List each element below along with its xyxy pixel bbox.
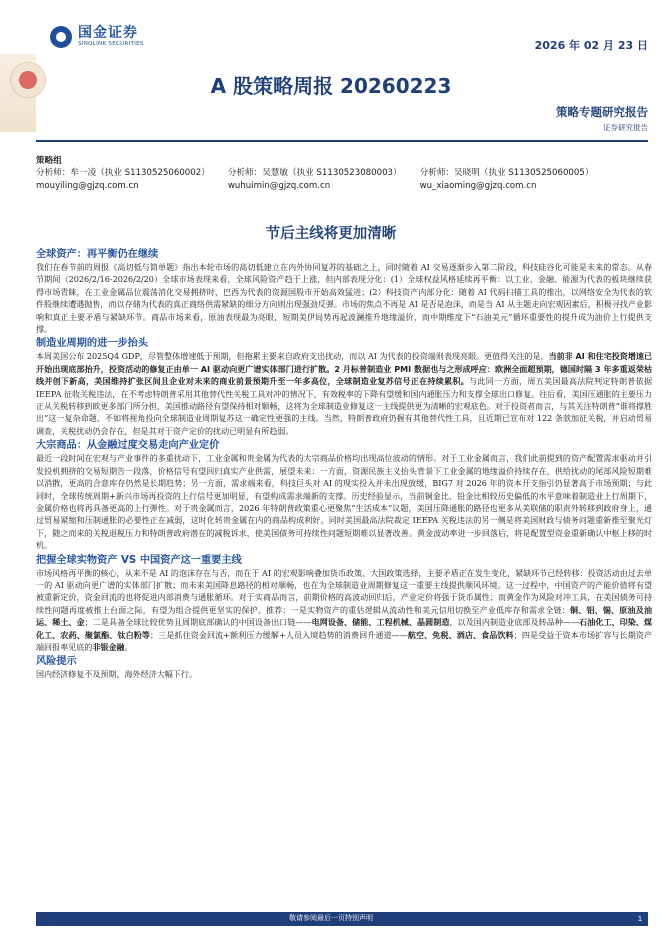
text-run: ；二是具备全球比较优势且周期底部确认的中国设备出口链—— [84, 618, 312, 628]
article-body [36, 247, 652, 682]
text-run: 市场风格再平衡的核心，从来不是 AI 的泡沫存在与否，而在于 AI 的宏观影响叠加货币政策、大国政策选择，主要矛盾正在发生变化，紧缺环节已经转移：投资活动由过去单一的 AI 驱动向更广谱的实体部门扩散；而未来美国降息路径的相对顺畅，也在为全球制造业周期修复这一重要主线提供顺风环境。这一过程中，中国资产的产能价值将有望被重新定价，资金回流的也将促进内部消费与通胀循环。对于实商品而言，前期价格的高波动回归后，产业定价将强于货币属性；而黄金作为风险对冲工具，在美国债务可持续性问题再度被推上台面之际，有望为组合提供更坚实的保护。推荐：一是实物资产的重估逻辑从流动性和美元信用切换至产业低库存和需求全链： [36, 568, 652, 615]
section-paragraph [36, 453, 652, 552]
report-header [0, 0, 662, 132]
footer-disclaimer: 敬请参阅最后一页特别声明 [289, 914, 373, 922]
section-heading: 全球资产：再平衡仍在继续 [36, 249, 159, 260]
logo-en: SINOLINK SECURITIES [78, 41, 144, 47]
section-heading: 把握全球实物资产 VS 中国资产这一重要主线 [36, 554, 242, 566]
text-run: ；三是抓住资金回流+额利压力缓解+人员入境趋势的消费回升通道—— [150, 630, 408, 640]
analyst-email[interactable]: wuhuimin@gjzq.com.cn [227, 181, 331, 191]
bold-text: 非银金融 [92, 642, 125, 652]
report-date: 2026 年 02 月 23 日 [534, 39, 648, 52]
text-run: 我们在春节前的周报《高切低与简单题》指出本轮市场的高切低建立在内外协同复苏的基础之上，同时随着 AI 交易逐渐步入第二阶段，科技硅谷化可能是未来的常态。从春节期间（2026/2/16-2026/2/20）全球市场表现来看，全球风险资产趋于上涨，但内部表现分化：(1）全球权益风格延续再平衡：以工业、金融、能源为代表的板块继续获得市场青睐，在工业金属品位震荡消化交易拥挤时，巴西为代表的资源国股市开始高效猛进；(2）科技资产内部分化：随着 AI 代码扫描工具的推出，以网络安全为代表的软件股继续遭遇抛售，而以存储为代表的真正商络供需紧缺的细分方向则出现强劲反弹。市场的焦点不再是 AI 是否是泡沫，而是当 AI 从主题走向宏观因素后，积极寻找产业影响和真正主要矛盾与紧缺环节。商品市场来看，原油表现最为亮眼，短期美伊局势再起波澜推升地缘溢价，而中期维度下“石油美元”循环重要性的提升成为油价上行提供支撑。 [36, 263, 652, 335]
analyst-email[interactable]: wu_xiaoming@gjzq.com.cn [419, 181, 537, 191]
header-rule [36, 140, 648, 142]
page-number: 1 [632, 912, 648, 926]
analyst-name: 分析师：吴慧敏（执业 S1130523080003） [227, 168, 402, 178]
logo-icon [50, 26, 72, 48]
text-run: 国内经济修复不及预期，海外经济大幅下行。 [36, 670, 197, 680]
text-run: 与此同一方面，周五美国最高法院判定特朗普依据 IEEPA 征收关税违法，在不考虑特朗普采用其他替代性关税工具对冲的情况下，有效税率的下降有望缓和国内通胀压力和支撑全球出口修复。往后看，美国压通胀的主要压力正从关税转移到欧更多部门所分担，美国推动路径有望保持相对顺畅，这将为全球制造业修复这一主线提供更为清晰的宏观底色。对于投资者而言，与其关注特朗普“谁将撑胜出”这一复杂命题，不如将视角投向全球制造业周期复苏这一确定性更强的主线。当然，特朗普政府仍握有其他替代性工具，且近期已宣布对 122 条款加征关税，并启动贸易调查，关税扰动仍会存在，但是其对于资产定价的扰动已明显有所趋弱。 [36, 377, 652, 436]
bold-text: 铜、铝、锡、原油及油运、稀土、金 [36, 605, 653, 628]
section-paragraph [36, 568, 652, 655]
bold-text: 电网设备、储能、工程机械、晶圆制造 [311, 618, 450, 628]
section-heading: 制造业周期的进一步抬头 [36, 338, 149, 350]
text-run: ，以及国内制造业底部及转品种—— [449, 618, 580, 628]
report-subtype: 证券研究报告 [603, 123, 648, 132]
text-run: 本周美国公布 2025Q4 GDP，尽管整体增速低于预期，但拖累主要来自政府支出扰动，而以 AI 为代表的投资端则表现亮眼。更值得关注的是， [36, 352, 549, 362]
text-run: 。 [124, 642, 133, 652]
analyst-3 [420, 167, 594, 193]
bold-text: 当前非 AI 和住宅投资增速已开始出现底部抬升，投资活动的修复正由单一 AI 驱动向更广谱实体部门进行扩散。2 月标普制造业 PMI 数据也与之形成呼应：欧洲全面超预期，德国时隔 3 年多重返荣枯线并创下新高，美国维持扩张区间且企业对未来的商业前景预期升至一年多高位，全球制造业复苏信号正在持续累积。 [36, 352, 652, 387]
text-run: ；四是受益于资本市场扩容与长期资产端回报率见底的 [36, 630, 653, 652]
section-paragraph [36, 262, 652, 336]
article-title: 节后主线将更加清晰 [265, 226, 397, 242]
analyst-group-label: 策略组 [36, 156, 62, 166]
text-run: 最近一段时间在宏观与产业事件的多重扰动下，工业金属和贵金属为代表的大宗商品价格均出现高位波动的情形。对于工业金属而言，我们此前提到的资产配置需求驱动并引发投机拥挤的交易短期告一段落，价格信号有望回归真实产业供需，展望未来：一方面，资源民族主义抬头背景下工业金属的地缘溢价持续存在，供给扰动的尾部风险短期难以消散，更高的合意库存仍然是长期趋势；另一方面，需求端来看，科技巨头对 AI 的现实投入并未出现放缓，BIG7 对 2026 年的资本开支指引仍显著高于市场预期；与此同时，全球传统周期+新兴市场再投资的上行信号更加明显，有望构成需求端新的支撑。历史经验显示，当前铜金比、铅金比相较历史偏低的水平意味着制造业上行周期下，金属价格也将再具备更高的上行弹性。对于贵金属而言，2026 年特朗普政策重心更聚焦“生活成本”议题，美国压降通胀的路径也更多从美联储的职责外转移到政府身上，通过贸易紧缩和压制通胀的必要性正在减弱，这时化转贵金属在内的商品构成利好。同时美国最高法院裁定 IEEPA 关税违法的另一侧是将美国财政与债务问题重新推至聚光灯下，随之而来的关税退税压力和特朗普政府潜在的减税诉求，使美国债务可持续性问题短期难以显著改善。黄金波动率进一步回落后，将是配置型资金重新确认中枢上移的时机。 [36, 454, 652, 551]
analyst-block [36, 154, 652, 193]
section-heading: 风险提示 [36, 656, 77, 668]
report-type: 策略专题研究报告 [556, 105, 648, 119]
analyst-1 [36, 167, 210, 193]
report-title: A 股策略周报 20260223 [210, 74, 452, 98]
bold-text: 航空、免税、酒店、食品饮料 [407, 630, 514, 640]
bold-text: 石油化工、印染、煤化工、农药、聚氯酯、钛白粉等 [36, 618, 653, 640]
analyst-name: 分析师：牟一凌（执业 S1130525060002） [36, 168, 210, 178]
analyst-2 [228, 167, 402, 193]
analyst-name: 分析师：吴晓明（执业 S1130525060005） [419, 168, 594, 178]
company-logo [50, 26, 144, 48]
section-paragraph [36, 669, 652, 681]
section-heading: 大宗商品：从金融过度交易走向产业定价 [36, 440, 220, 452]
section-paragraph [36, 351, 652, 438]
logo-cn: 国金证券 [78, 25, 138, 41]
analyst-email[interactable]: mouyiling@gjzq.com.cn [36, 181, 139, 191]
